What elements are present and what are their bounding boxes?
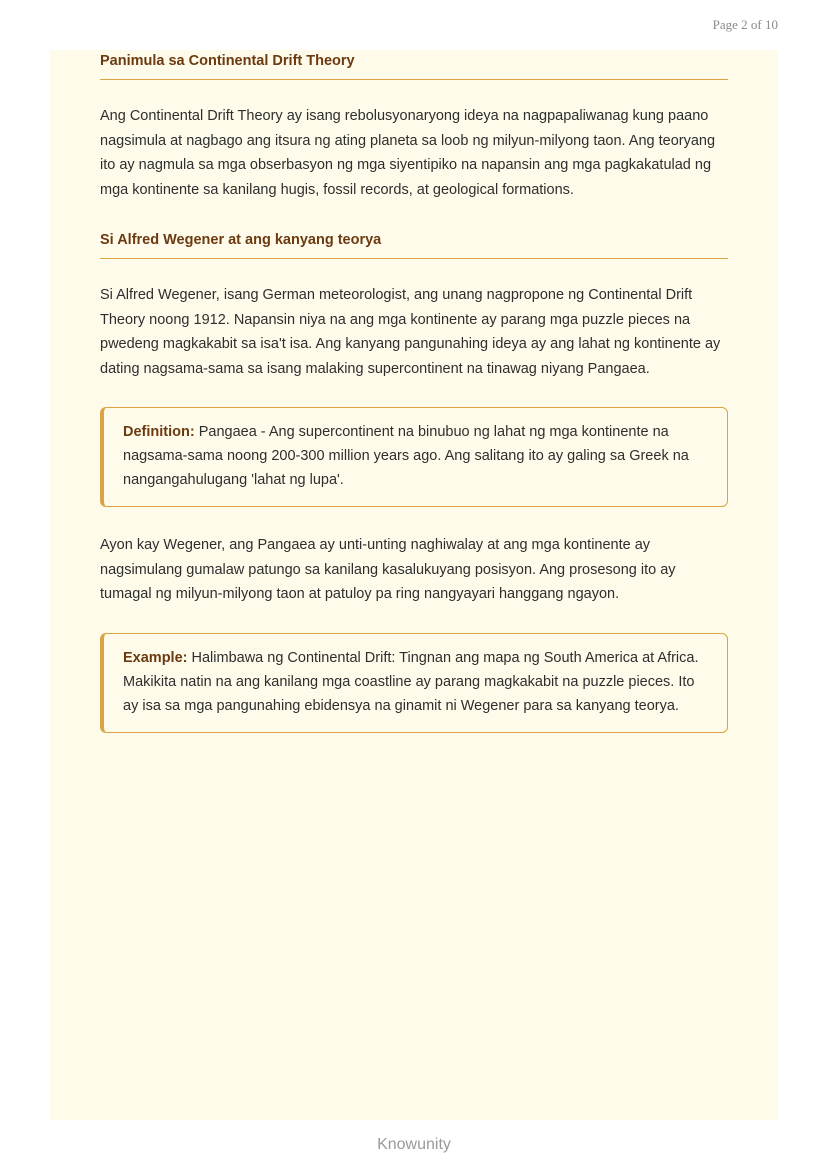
example-text: Halimbawa ng Continental Drift: Tingnan ang mapa ng South America at Africa. Makikita natin na ang kanilang mga coastline ay parang magkakabit na puzzle pieces. Ito ay isa sa mga pangunahing ebidensya na ginamit ni Wegener para sa kanyang teorya. xyxy=(123,649,699,714)
example-callout xyxy=(100,633,728,733)
page-number: Page 2 of 10 xyxy=(712,17,778,32)
footer-brand-logo: Knowunity xyxy=(377,1136,451,1153)
section-heading-introduction: Panimula sa Continental Drift Theory xyxy=(100,53,728,80)
intro-paragraph: Ang Continental Drift Theory ay isang rebolusyonaryong ideya na nagpapaliwanag kung paano nagsimula at nagbago ang itsura ng ating planeta sa loob ng milyun-milyong taon. Ang teoryang ito ay nagmula sa mga obserbasyon ng mga siyentipiko na napansin ang mga pagkakatulad ng mga kontinente sa kanilang hugis, fossil records, at geological formations. xyxy=(100,108,716,198)
example-label: Example: xyxy=(123,649,188,666)
pangaea-separation-paragraph: Ayon kay Wegener, ang Pangaea ay unti-unting naghiwalay at ang mga kontinente ay nagsimulang gumalaw patungo sa kanilang kasalukuyang posisyon. Ang prosesong ito ay tumagal ng milyun-milyong taon at patuloy pa ring nangyayari hanggang ngayon. xyxy=(100,537,676,602)
definition-text: Pangaea - Ang supercontinent na binubuo ng lahat ng mga kontinente na nagsama-sama noong 200-300 million years ago. Ang salitang ito ay galing sa Greek na nangangahulugang 'lahat ng lupa'. xyxy=(123,424,689,488)
document-page xyxy=(50,50,778,1120)
definition-label: Definition: xyxy=(123,424,195,440)
definition-callout xyxy=(100,407,728,507)
wegener-paragraph: Si Alfred Wegener, isang German meteorologist, ang unang nagpropone ng Continental Drift Theory noong 1912. Napansin niya na ang mga kontinente ay parang mga puzzle pieces na pwedeng magkakabit sa isa't isa. Ang kanyang pangunahing ideya ay ang lahat ng kontinente ay dating nagsama-sama sa isang malaking supercontinent na tinawag niyang Pangaea. xyxy=(100,287,721,377)
page-content xyxy=(100,50,728,733)
section-heading-wegener: Si Alfred Wegener at ang kanyang teorya xyxy=(100,232,728,259)
